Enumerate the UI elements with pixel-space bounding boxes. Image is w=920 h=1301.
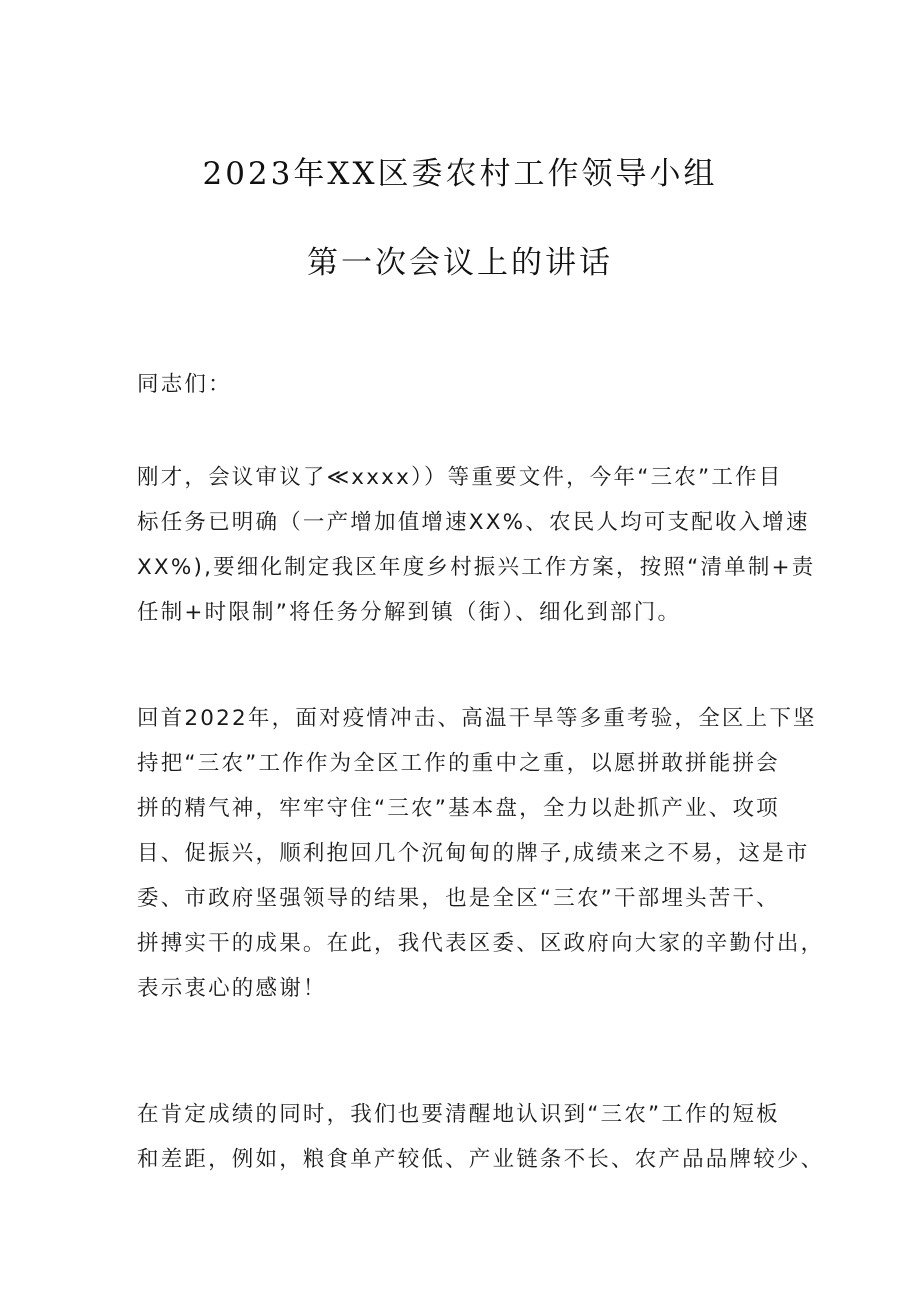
- paragraph-line: 标任务已明确（一产增加值增速XX%、农民人均可支配收入增速: [137, 510, 810, 535]
- paragraph-line: 持把“三农”工作作为全区工作的重中之重，以愿拼敢拼能拼会: [137, 751, 780, 776]
- paragraph-line: XX%),要细化制定我区年度乡村振兴工作方案，按照“清单制+责: [137, 555, 816, 580]
- document-title-line-1: 2023年XX区委农村工作领导小组: [202, 156, 718, 192]
- document-title-line-2: 第一次会议上的讲话: [307, 245, 613, 281]
- paragraph-line: 刚才，会议审议了≪xxxx））等重要文件，今年“三农”工作目: [137, 465, 783, 490]
- paragraph-2: [137, 696, 825, 1011]
- paragraph-line: 和差距，例如，粮食单产较低、产业链条不长、农产品品牌较少、: [137, 1147, 825, 1172]
- salutation: [137, 362, 797, 407]
- paragraph-line: 在肯定成绩的同时，我们也要清醒地认识到“三农”工作的短板: [137, 1102, 780, 1127]
- salutation-text: 同志们：: [137, 372, 232, 397]
- paragraph-3: [137, 1092, 825, 1182]
- paragraph-line: 拼搏实干的成果。在此，我代表区委、区政府向大家的辛勤付出，: [137, 931, 825, 956]
- paragraph-line: 委、市政府坚强领导的结果，也是全区“三农”干部埋头苦干、: [137, 886, 780, 911]
- paragraph-1: [137, 455, 816, 635]
- paragraph-line: 目、促振兴，顺利抱回几个沉甸甸的牌子,成绩来之不易，这是市: [137, 841, 810, 866]
- paragraph-line: 任制+时限制”将任务分解到镇（街）、细化到部门。: [137, 600, 682, 625]
- paragraph-line: 表示衷心的感谢！: [137, 976, 327, 1001]
- paragraph-line: 回首2022年，面对疫情冲击、高温干旱等多重考验，全区上下坚: [137, 706, 817, 731]
- paragraph-line: 拼的精气神，牢牢守住“三农”基本盘，全力以赴抓产业、攻项: [137, 796, 780, 821]
